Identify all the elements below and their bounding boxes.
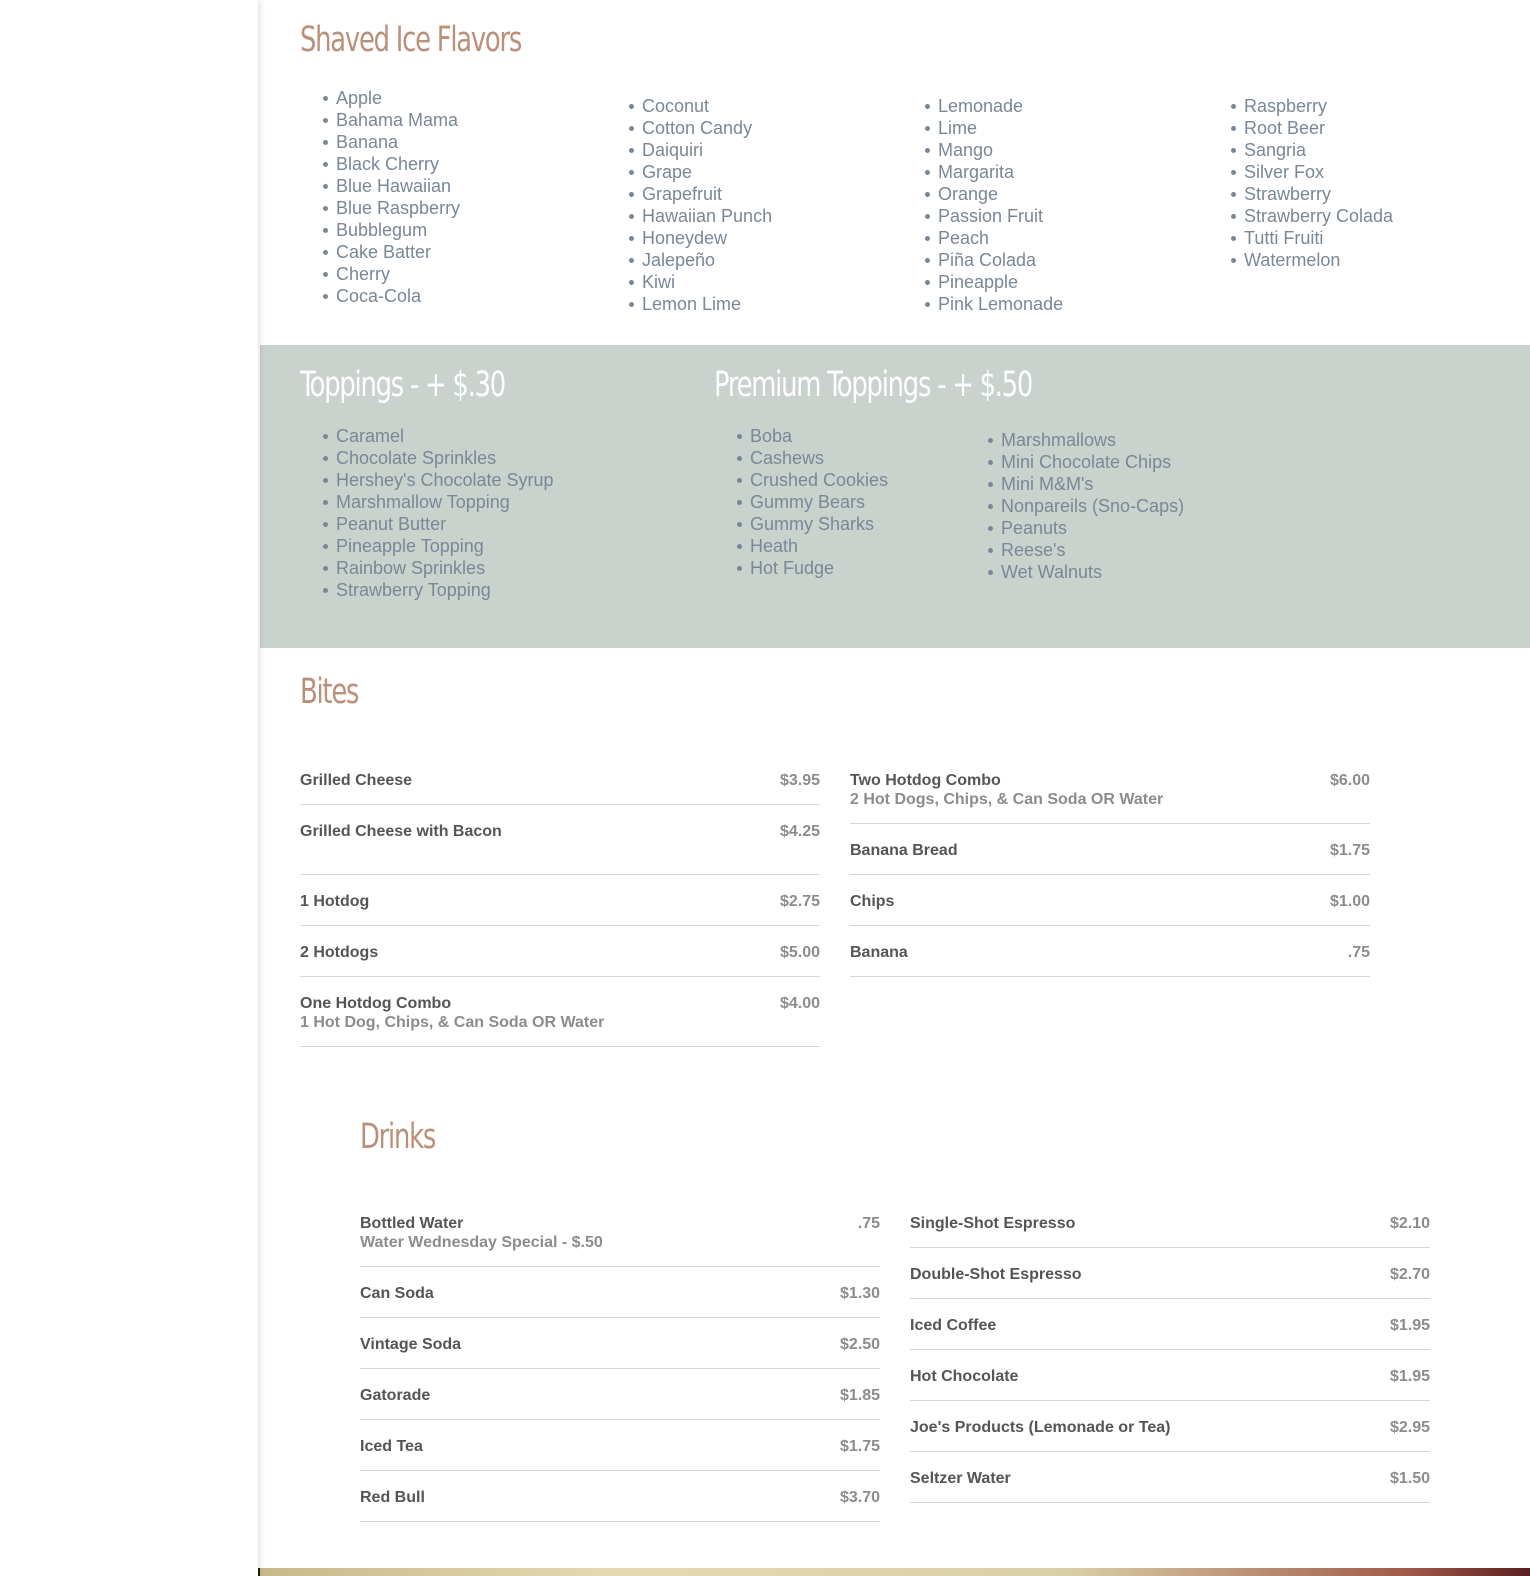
menu-item-description: Water Wednesday Special - $.50 (360, 1234, 603, 1251)
flavor-item: Banana (336, 131, 460, 153)
flavor-item: Cake Batter (336, 241, 460, 263)
menu-item-row (300, 875, 820, 926)
shaved-ice-flavors-title: Shaved Ice Flavors (300, 20, 522, 60)
flavor-item: Pink Lemonade (938, 294, 1064, 314)
menu-item-price: $3.70 (839, 1489, 880, 1506)
menu-item-name: Grilled Cheese (300, 772, 413, 789)
menu-item-name: Can Soda (360, 1285, 434, 1302)
menu-item-row (300, 926, 820, 977)
premium-topping-item: Heath (750, 535, 888, 557)
premium-topping-item: Mini Chocolate Chips (1001, 451, 1184, 473)
menu-item-row (910, 1299, 1430, 1350)
flavor-item: Cherry (336, 263, 460, 285)
menu-item-row (910, 1350, 1430, 1401)
topping-item: Pineapple Topping (336, 535, 554, 557)
premium-toppings-title: Premium Toppings - + $.50 (714, 365, 1033, 405)
menu-item-name: One Hotdog Combo (300, 995, 452, 1012)
premium-topping-item: Cashews (750, 447, 888, 469)
premium-topping-item: Boba (750, 425, 888, 447)
premium-topping-item: Crushed Cookies (750, 470, 889, 490)
menu-item-name: Hot Chocolate (910, 1368, 1019, 1385)
menu-item-row (850, 926, 1370, 977)
menu-item-name: Grilled Cheese with Bacon (300, 823, 502, 840)
menu-item-price: $1.75 (1329, 842, 1370, 859)
menu-item-row (300, 754, 820, 805)
menu-item-row (360, 1318, 880, 1369)
menu-item-price: $3.95 (779, 772, 820, 789)
flavor-list-col-4 (1228, 95, 1393, 271)
menu-item-name: Iced Tea (360, 1438, 423, 1455)
flavor-item: Lime (938, 117, 1063, 139)
flavor-item: Lemon Lime (642, 293, 772, 315)
topping-item: Chocolate Sprinkles (336, 447, 554, 469)
menu-item-name: Iced Coffee (910, 1317, 997, 1334)
flavor-item: Grape (642, 161, 772, 183)
menu-item-row (850, 875, 1370, 926)
menu-item-name: Gatorade (360, 1387, 431, 1404)
flavor-item: Apple (336, 87, 460, 109)
flavor-item: Black Cherry (336, 153, 460, 175)
sidebar-panel (0, 0, 258, 1576)
flavor-item: Raspberry (1244, 95, 1393, 117)
menu-item-name: Seltzer Water (910, 1470, 1011, 1487)
menu-item-name: Bottled Water (360, 1215, 464, 1232)
menu-item-row (360, 1267, 880, 1318)
premium-topping-item: Peanuts (1001, 517, 1184, 539)
menu-item-description: 1 Hot Dog, Chips, & Can Soda OR Water (300, 1014, 605, 1031)
flavor-item: Blue Hawaiian (336, 175, 460, 197)
menu-item-price: $1.95 (1389, 1368, 1430, 1385)
menu-item-price: $2.95 (1389, 1419, 1430, 1436)
menu-item-price: $1.85 (839, 1387, 880, 1404)
menu-item-row (910, 1248, 1430, 1299)
topping-item: Rainbow Sprinkles (336, 557, 554, 579)
menu-item-name: Chips (850, 893, 895, 910)
toppings-list (320, 425, 554, 601)
flavor-item: Sangria (1244, 139, 1393, 161)
premium-topping-item: Gummy Bears (750, 491, 888, 513)
menu-item-row (360, 1369, 880, 1420)
flavor-item: Orange (938, 183, 1063, 205)
premium-toppings-list-col-1 (734, 425, 888, 579)
menu-item-price: $2.50 (839, 1336, 880, 1353)
menu-item-name: Two Hotdog Combo (850, 772, 1001, 789)
menu-item-row (360, 1420, 880, 1471)
flavor-item: Strawberry Colada (1244, 206, 1394, 226)
flavor-list-col-2 (626, 95, 772, 315)
menu-item-row (360, 1197, 880, 1267)
flavor-list-col-3 (922, 95, 1063, 315)
menu-item-price: .75 (1347, 944, 1370, 961)
drinks-right-column (910, 1197, 1430, 1503)
menu-item-price: $2.75 (779, 893, 820, 910)
menu-item-name: Double-Shot Espresso (910, 1266, 1082, 1283)
drinks-title: Drinks (360, 1117, 436, 1157)
drinks-left-column (360, 1197, 880, 1522)
premium-topping-item: Gummy Sharks (750, 513, 888, 535)
menu-content (260, 0, 1530, 1576)
topping-item: Peanut Butter (336, 513, 554, 535)
bites-right-column (850, 754, 1370, 977)
flavor-item: Strawberry (1244, 183, 1393, 205)
menu-item-name: Single-Shot Espresso (910, 1215, 1076, 1232)
menu-item-price: .75 (857, 1215, 880, 1232)
menu-item-price: $6.00 (1329, 772, 1370, 789)
menu-item-price: $1.00 (1329, 893, 1370, 910)
flavor-item: Bahama Mama (336, 110, 459, 130)
flavor-item: Root Beer (1244, 117, 1393, 139)
menu-item-name: Red Bull (360, 1489, 425, 1506)
menu-item-price: $1.30 (839, 1285, 880, 1302)
premium-topping-item: Hot Fudge (750, 557, 888, 579)
menu-item-name: Joe's Products (Lemonade or Tea) (910, 1419, 1171, 1436)
menu-item-price: $4.00 (779, 995, 820, 1012)
premium-topping-item: Wet Walnuts (1001, 561, 1184, 583)
flavor-item: Piña Colada (938, 249, 1063, 271)
menu-item-price: $2.70 (1389, 1266, 1430, 1283)
flavor-item: Daiquiri (642, 139, 772, 161)
menu-item-price: $1.95 (1389, 1317, 1430, 1334)
menu-item-row (300, 977, 820, 1047)
flavor-item: Coca-Cola (336, 285, 460, 307)
flavor-item: Mango (938, 139, 1063, 161)
toppings-title: Toppings - + $.30 (300, 365, 505, 405)
menu-item-price: $1.75 (839, 1438, 880, 1455)
premium-topping-item: Nonpareils (Sno-Caps) (1001, 496, 1185, 516)
premium-topping-item: Marshmallows (1001, 429, 1184, 451)
topping-item: Hershey's Chocolate Syrup (336, 470, 554, 490)
flavor-item: Pineapple (938, 271, 1063, 293)
menu-item-name: Banana (850, 944, 908, 961)
topping-item: Marshmallow Topping (336, 491, 554, 513)
flavor-item: Passion Fruit (938, 205, 1063, 227)
flavor-item: Lemonade (938, 95, 1063, 117)
menu-item-price: $5.00 (779, 944, 820, 961)
premium-topping-item: Reese's (1001, 539, 1184, 561)
flavor-item: Hawaiian Punch (642, 206, 773, 226)
menu-item-name: Vintage Soda (360, 1336, 462, 1353)
flavor-item: Watermelon (1244, 249, 1393, 271)
flavor-item: Silver Fox (1244, 161, 1393, 183)
menu-item-price: $1.50 (1389, 1470, 1430, 1487)
menu-item-name: Banana Bread (850, 842, 958, 859)
menu-item-row (300, 805, 820, 875)
flavor-item: Peach (938, 227, 1063, 249)
menu-item-row (850, 754, 1370, 824)
flavor-item: Grapefruit (642, 183, 772, 205)
menu-item-row (850, 824, 1370, 875)
toppings-band (260, 345, 1530, 648)
flavor-item: Margarita (938, 161, 1063, 183)
topping-item: Strawberry Topping (336, 579, 554, 601)
flavor-item: Tutti Fruiti (1244, 227, 1393, 249)
flavor-item: Blue Raspberry (336, 198, 461, 218)
menu-item-row (910, 1452, 1430, 1503)
menu-item-row (360, 1471, 880, 1522)
flavor-list-col-1 (320, 87, 460, 307)
menu-item-row (910, 1401, 1430, 1452)
flavor-item: Bubblegum (336, 219, 460, 241)
menu-item-price: $4.25 (779, 823, 820, 840)
flavor-item: Jalepeño (642, 249, 772, 271)
flavor-item: Coconut (642, 95, 772, 117)
topping-item: Caramel (336, 425, 554, 447)
premium-topping-item: Mini M&M's (1001, 473, 1184, 495)
menu-item-price: $2.10 (1389, 1215, 1430, 1232)
bites-left-column (300, 754, 820, 1047)
menu-item-row (910, 1197, 1430, 1248)
menu-item-description: 2 Hot Dogs, Chips, & Can Soda OR Water (850, 791, 1164, 808)
flavor-item: Honeydew (642, 227, 772, 249)
flavor-item: Cotton Candy (642, 117, 772, 139)
premium-toppings-list-col-2 (985, 429, 1184, 583)
bites-title: Bites (300, 672, 359, 712)
flavor-item: Kiwi (642, 271, 772, 293)
menu-item-name: 2 Hotdogs (300, 944, 379, 961)
menu-item-name: 1 Hotdog (300, 893, 370, 910)
